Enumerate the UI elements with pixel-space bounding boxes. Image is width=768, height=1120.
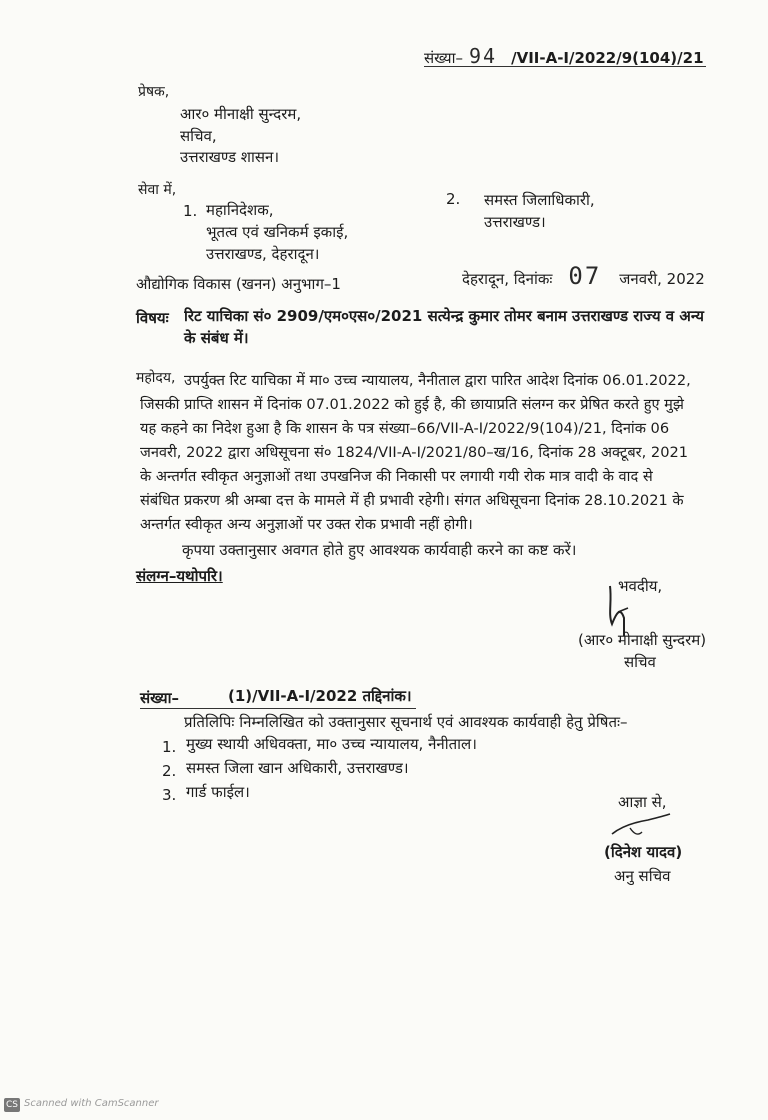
recipient-1-line1: महानिदेशक,	[206, 201, 274, 219]
closing-name: (आर० मीनाक्षी सुन्दरम)	[578, 631, 707, 649]
subject-line2: के संबंध में।	[184, 329, 249, 347]
signature-mark	[608, 812, 672, 842]
sender-org: उत्तराखण्ड शासन।	[180, 148, 280, 166]
ref-underline	[424, 66, 706, 67]
subject-line1: रिट याचिका सं० 2909/एम०एस०/2021 सत्येन्द्र कुमार तोमर बनाम उत्तराखण्ड राज्य व अन्य	[184, 307, 704, 325]
subject-label: विषयः	[136, 309, 169, 327]
copy-signer-name: (दिनेश यादव)	[604, 843, 683, 861]
copy-signer-designation: अनु सचिव	[614, 867, 671, 885]
recipient-1-line2: भूतत्व एवं खनिकर्म इकाई,	[206, 223, 349, 241]
body-line: यह कहने का निदेश हुआ है कि शासन के पत्र संख्या–66/VII-A-I/2022/9(104)/21, दिनांक 06	[140, 420, 670, 437]
closing-designation: सचिव	[624, 653, 656, 671]
recipients-label: सेवा में,	[138, 182, 177, 198]
copy-item-text: समस्त जिला खान अधिकारी, उत्तराखण्ड।	[186, 759, 409, 777]
order-note: आज्ञा से,	[618, 793, 667, 811]
copy-item-number: 2.	[162, 762, 177, 780]
section-title: औद्योगिक विकास (खनन) अनुभाग–1	[136, 275, 341, 293]
body-line: जनवरी, 2022 द्वारा अधिसूचना सं० 1824/VII-A-I/2021/80–ख/16, दिनांक 28 अक्टूबर, 2021	[140, 444, 689, 461]
salutation: महोदय,	[136, 370, 176, 386]
closing-greeting: भवदीय,	[618, 577, 663, 595]
enclosure-note: संलग्न–यथोपरि।	[136, 567, 223, 585]
body-line: के अन्तर्गत स्वीकृत अनुज्ञाओं तथा उपखनिज की निकासी पर लगायी गयी रोक मात्र वादी के वाद से	[140, 468, 653, 485]
copy-ref-value: (1)/VII-A-I/2022 तद्दिनांक।	[228, 687, 412, 705]
letter-date	[462, 262, 705, 290]
copy-intro: प्रतिलिपिः निम्नलिखित को उक्तानुसार सूचनार्थ एवं आवश्यक कार्यवाही हेतु प्रेषितः–	[184, 713, 628, 731]
reference-number	[424, 44, 704, 68]
scanner-logo: CS	[6, 1100, 18, 1110]
ref-prefix: संख्या–	[424, 49, 464, 67]
recipient-2-line2: उत्तराखण्ड।	[484, 213, 546, 231]
body-line: जिसकी प्राप्ति शासन में दिनांक 07.01.2022 को हुई है, की छायाप्रति संलग्न कर प्रेषित करते हुए मुझे	[140, 396, 684, 413]
scanner-watermark: Scanned with CamScanner	[24, 1098, 159, 1109]
date-day-handwritten: 07	[568, 262, 602, 290]
sender-designation: सचिव,	[180, 127, 217, 145]
body-line: संबंधित प्रकरण श्री अम्बा दत्त के मामले में ही प्रभावी रहेगी। संगत अधिसूचना दिनांक 28.10.2021 के	[140, 492, 684, 509]
ref-suffix: /VII-A-I/2022/9(104)/21	[511, 49, 704, 67]
request-line: कृपया उक्तानुसार अवगत होते हुए आवश्यक कार्यवाही करने का कष्ट करें।	[182, 541, 577, 559]
copy-item-text: मुख्य स्थायी अधिवक्ता, मा० उच्च न्यायालय, नैनीताल।	[186, 735, 477, 753]
recipient-2-number: 2.	[446, 190, 461, 208]
recipient-1-line3: उत्तराखण्ड, देहरादून।	[206, 245, 320, 263]
ref-handwritten: 94	[469, 44, 498, 68]
date-prefix: देहरादून, दिनांकः	[462, 270, 553, 288]
copy-ref-label: संख्या–	[140, 689, 180, 707]
recipient-2-line1: समस्त जिलाधिकारी,	[484, 191, 595, 209]
sender-name: आर० मीनाक्षी सुन्दरम,	[180, 105, 302, 123]
body-line: अन्तर्गत स्वीकृत अन्य अनुज्ञाओं पर उक्त रोक प्रभावी नहीं होगी।	[140, 516, 473, 533]
sender-label: प्रेषक,	[138, 84, 170, 100]
copy-ref-underline	[140, 708, 416, 709]
copy-item-text: गार्ड फाईल।	[186, 783, 250, 801]
copy-item-number: 3.	[162, 786, 177, 804]
body-line: उपर्युक्त रिट याचिका में मा० उच्च न्यायालय, नैनीताल द्वारा पारित आदेश दिनांक 06.01.2022,	[184, 372, 691, 389]
recipient-1-number: 1.	[183, 202, 198, 220]
date-suffix: जनवरी, 2022	[619, 270, 705, 288]
copy-item-number: 1.	[162, 738, 177, 756]
